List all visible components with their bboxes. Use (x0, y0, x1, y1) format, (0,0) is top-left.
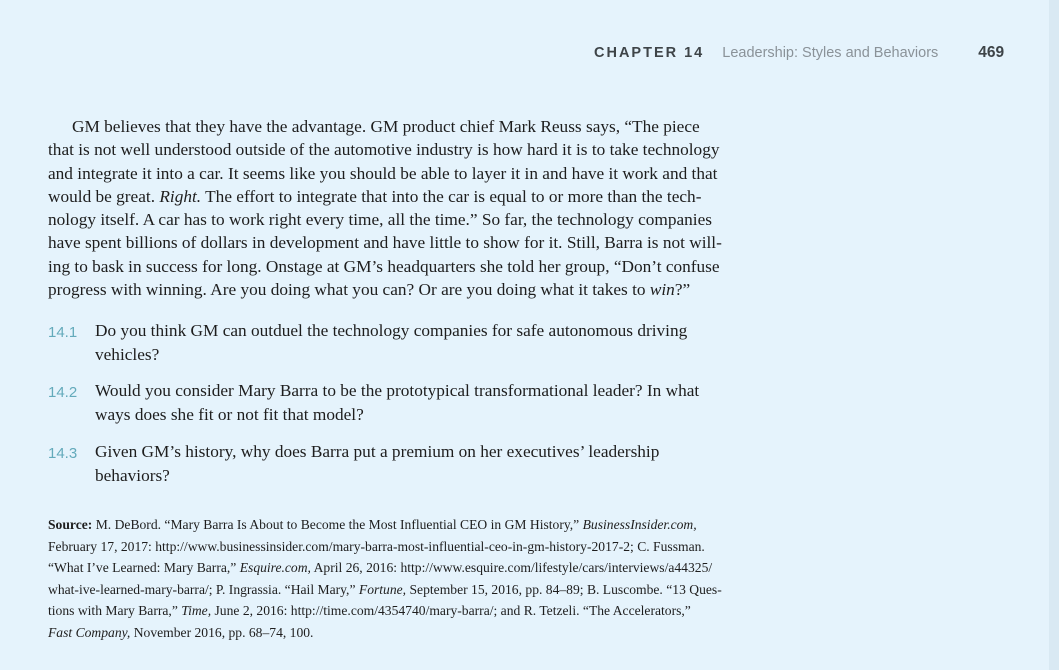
section-title: Leadership: Styles and Behaviors (722, 45, 939, 61)
italic-text: Fortune, (358, 581, 407, 597)
text-span: “What I’ve Learned: Mary Barra,” (48, 560, 240, 575)
page-edge (1049, 0, 1059, 670)
text-line (48, 185, 722, 208)
text-line (48, 579, 722, 601)
text-span: what-ive-learned-mary-barra/; P. Ingrassia. “Hail Mary,” (48, 581, 359, 597)
text-span: ?” (674, 280, 691, 300)
italic-text: Fast Company, (48, 624, 131, 640)
text-span: have spent billions of dollars in development and have little to show for it. Still, Barra is not will- (48, 233, 722, 253)
text-span: February 17, 2017: http://www.businessinsider.com/mary-barra-most-influential-ceo-in-gm-history-2017-2; C. Fussman. (48, 538, 705, 554)
text-line (48, 162, 722, 185)
question-text: Do you think GM can outduel the technology companies for safe autonomous driving (95, 321, 688, 340)
text-line (48, 557, 722, 579)
italic-text: BusinessInsider.com, (582, 517, 697, 532)
text-span: nology itself. A car has to work right every time, all the time.” So far, the technology companies (48, 210, 712, 230)
text-span: November 2016, pp. 68–74, 100. (130, 624, 314, 640)
italic-text: Right. (159, 186, 202, 206)
source-label: Source: (48, 517, 93, 532)
text-line (48, 600, 722, 622)
text-span: ing to bask in success for long. Onstage at GM’s headquarters she told her group, “Don’t confuse (48, 256, 720, 276)
question-text: ways does she fit or not fit that model? (95, 404, 364, 424)
question-text: vehicles? (95, 344, 160, 364)
question-text: behaviors? (95, 465, 170, 485)
running-header (594, 44, 1004, 62)
question-number: 14.1 (48, 324, 78, 341)
question-14-1 (48, 319, 687, 366)
text-span: June 2, 2016: http://time.com/4354740/mary-barra/; and R. Tetzeli. “The Accelerators,” (211, 603, 691, 618)
question-14-3 (48, 440, 659, 487)
case-paragraph (48, 115, 722, 301)
source-citation (48, 514, 722, 643)
text-span: tions with Mary Barra,” (48, 603, 182, 618)
question-14-2 (48, 379, 699, 426)
text-line (48, 138, 722, 161)
text-span: progress with winning. Are you doing what you can? Or are you doing what it takes to (48, 280, 650, 300)
text-span: and integrate it into a car. It seems like you should be able to layer it in and have it work and that (48, 163, 718, 183)
italic-text: win (649, 280, 675, 300)
italic-text: Esquire.com, (239, 560, 311, 575)
text-line (48, 622, 722, 644)
italic-text: Time, (181, 603, 212, 618)
page-number: 469 (978, 44, 1005, 61)
question-number: 14.2 (48, 384, 78, 401)
text-span: September 15, 2016, pp. 84–89; B. Luscombe. “13 Ques- (406, 581, 722, 597)
text-line (48, 514, 722, 536)
question-number: 14.3 (48, 445, 78, 462)
text-span: GM believes that they have the advantage. GM product chief Mark Reuss says, “The piece (72, 117, 700, 136)
question-text: Given GM’s history, why does Barra put a premium on her executives’ leadership (95, 442, 660, 461)
text-span: April 26, 2016: http://www.esquire.com/lifestyle/cars/interviews/a44325/ (310, 560, 713, 575)
text-span: would be great. (48, 186, 160, 206)
text-line (48, 255, 722, 278)
text-line (48, 115, 722, 138)
text-line (48, 208, 722, 231)
text-span: that is not well understood outside of the automotive industry is how hard it is to take technology (48, 140, 720, 160)
text-line (48, 536, 722, 558)
question-text: Would you consider Mary Barra to be the prototypical transformational leader? In what (95, 381, 700, 400)
text-span: M. DeBord. “Mary Barra Is About to Become the Most Influential CEO in GM History,” (92, 517, 583, 532)
text-line (48, 278, 722, 301)
text-span: The effort to integrate that into the car is equal to or more than the tech- (201, 186, 702, 206)
chapter-label: CHAPTER 14 (594, 45, 705, 61)
text-line (48, 231, 722, 254)
